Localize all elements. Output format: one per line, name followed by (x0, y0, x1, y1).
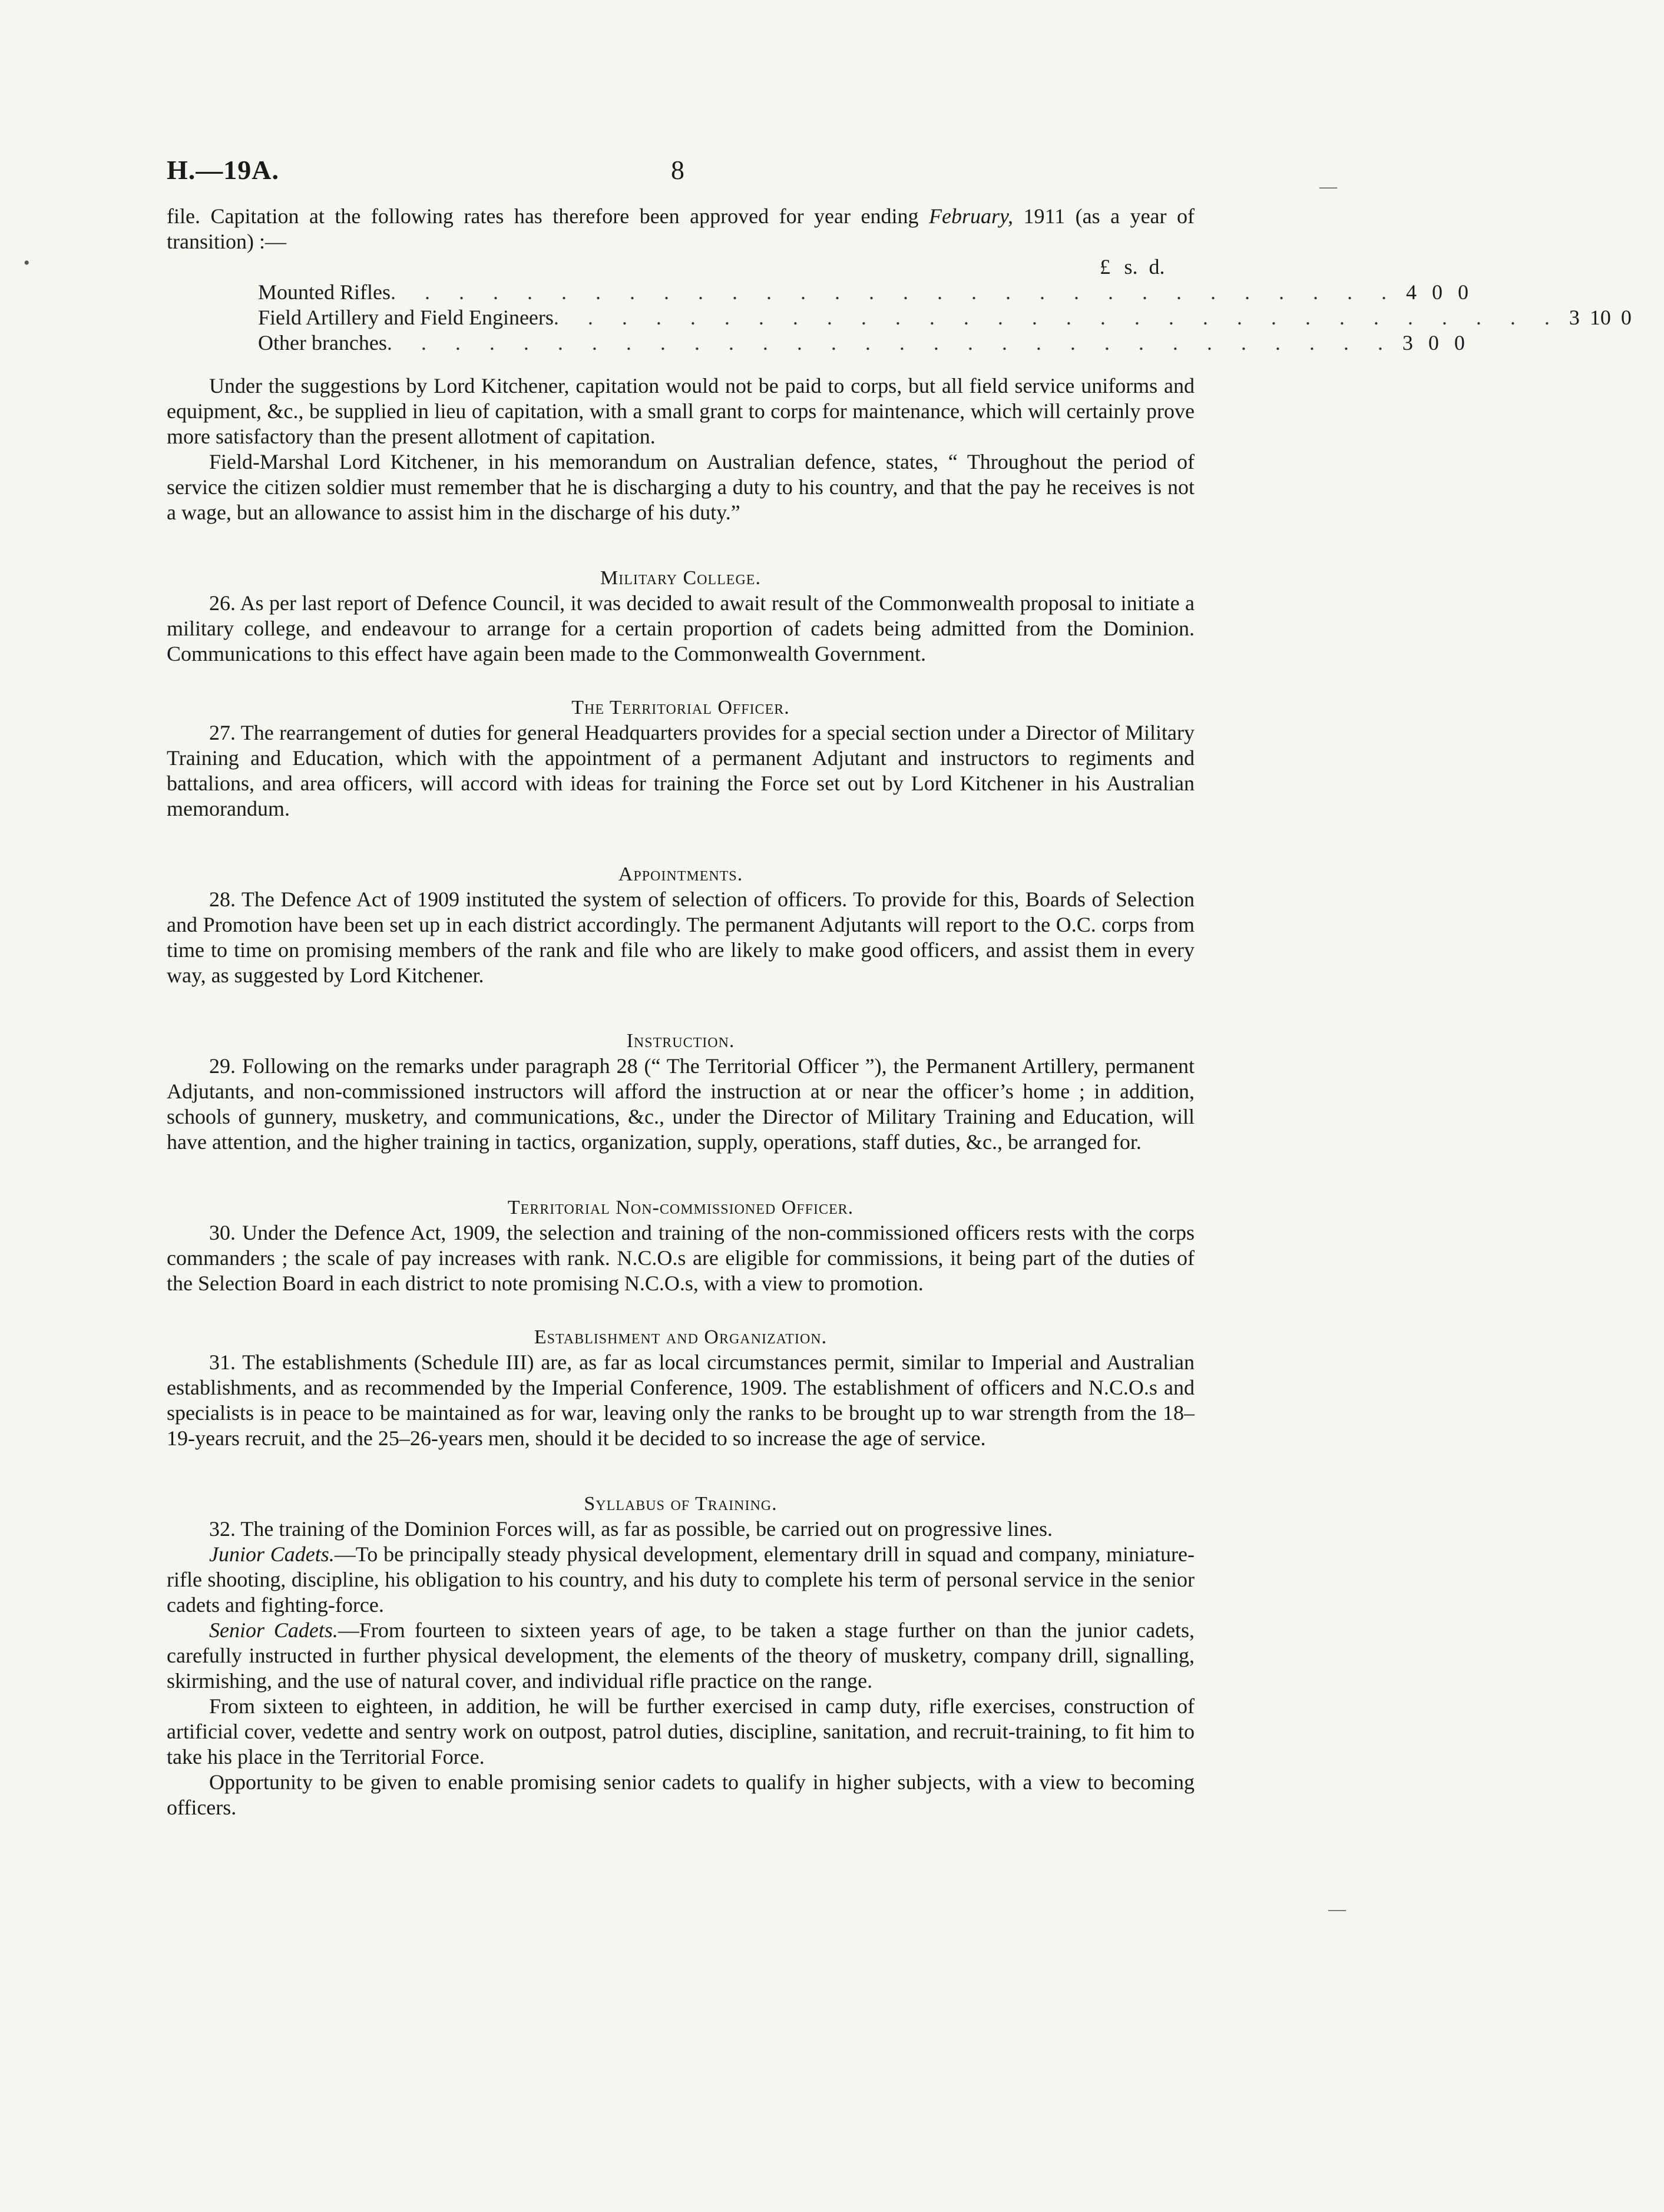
paragraph-28: 28. The Defence Act of 1909 instituted the system of selection of officers. To provide for this, Boards of Selection and Promotion have been set up in each district accordingly. The permanent Adjutants will report to the O.C. corps from time to time on promising members of the rank and file who are likely to make good officers, and assist them in every way, as suggested by Lord Kitchener. (167, 888, 1195, 987)
senior-cadets-label: Senior Cadets. (209, 1618, 338, 1642)
shillings-header: s. (1124, 255, 1138, 279)
rate-pence: 0 (1457, 280, 1468, 304)
page-number: 8 (671, 155, 684, 185)
rate-pounds: 4 (1405, 280, 1417, 304)
section-heading-military-college: Military College. (600, 567, 761, 589)
rate-label: Mounted Rifles (258, 280, 391, 304)
intro-month: February, (928, 204, 1013, 228)
rate-row (167, 330, 1465, 356)
rate-value (1395, 330, 1497, 356)
rate-pence: 0 (1454, 331, 1465, 355)
kitchener-quote-paragraph: Field-Marshal Lord Kitchener, in his memorandum on Australian defence, states, “ Throughout the period of service the citizen soldier must remember that he is discharging a duty to his country, and that the pay he receives is not a wage, but an allowance to assist him in the discharge of his duty.” (167, 450, 1195, 524)
capitation-rates-table (167, 254, 1632, 356)
paragraph-30: 30. Under the Defence Act, 1909, the selection and training of the non-commissioned officers rests with the corps commanders ; the scale of pay increases with rank. N.C.O.s are eligible for commissions, it being part of the duties of the Selection Board in each district to note promising N.C.O.s, with a view to promotion. (167, 1221, 1195, 1295)
junior-cadets-text: —To be principally steady physical development, elementary drill in squad and company, miniature-rifle shooting, discipline, his obligation to his country, and his duty to complete his term of personal service in the senior cadets and fighting-force. (167, 1542, 1195, 1617)
junior-cadets-label: Junior Cadets. (209, 1542, 335, 1566)
senior-cadets-text: —From fourteen to sixteen years of age, to be taken a stage further on than the junior cadets, carefully instructed in further physical development, the elements of the theory of musketry, company drill, signalling, skirmishing, and the use of natural cover, and individual rifle practice on the range. (167, 1618, 1195, 1693)
intro-tail: 1911 (as a year of transition) :— (167, 204, 1195, 253)
junior-cadets-paragraph (167, 1542, 1195, 1618)
rate-value (1398, 280, 1501, 305)
intro-paragraph (167, 204, 1195, 254)
pounds-header: £ (1100, 255, 1110, 279)
margin-mark: — (1328, 1899, 1346, 1919)
paragraph-27: 27. The rearrangement of duties for general Headquarters provides for a special section under a Director of Military Training and Education, which with the appointment of a permanent Adjutant and instructors to regiments and battalions, and area officers, will accord with ideas for training the Force set out by Lord Kitchener in his Australian memorandum. (167, 721, 1195, 820)
sixteen-to-eighteen-paragraph: From sixteen to eighteen, in addition, he will be further exercised in camp duty, rifle exercises, construction of artificial cover, vedette and sentry work on outpost, patrol duties, discipline, sanitation, and recruit-training, to fit him to take his place in the Territorial Force. (167, 1694, 1195, 1769)
paragraph-26: 26. As per last report of Defence Council, it was decided to await result of the Commonwealth proposal to initiate a military college, and endeavour to arrange for a certain proportion of cadets being admitted from the Dominion. Communications to this effect have again been made to the Commonwealth Government. (167, 591, 1195, 665)
rates-column-headers (167, 254, 1195, 280)
paragraph-32: 32. The training of the Dominion Forces will, as far as possible, be carried out on progressive lines. (209, 1517, 1053, 1541)
rate-pounds: 3 (1569, 306, 1580, 329)
leader-dots: . . . . . . . . . . . . . . . . . . . . . . . . . . . . . . (386, 331, 1395, 355)
section-heading-territorial-nco: Territorial Non-commissioned Officer. (507, 1197, 854, 1218)
rate-pounds: 3 (1402, 331, 1413, 355)
pence-header: d. (1149, 255, 1165, 279)
rate-shillings: 0 (1431, 280, 1443, 304)
rate-row (167, 280, 1468, 305)
section-heading-appointments: Appointments. (618, 863, 743, 885)
paragraph-29: 29. Following on the remarks under paragraph 28 (“ The Territorial Officer ”), the Permanent Artillery, permanent Adjutants, and non-commissioned instructors will afford the instruction at or near the officer’s home ; in addition, schools of gunnery, musketry, and communications, &c., under the Director of Military Training and Education, will have attention, and the higher training in tactics, organization, supply, operations, staff duties, &c., be arranged for. (167, 1054, 1195, 1154)
leader-dots: . . . . . . . . . . . . . . . . . . . . . . . . . . . . . . (390, 280, 1398, 304)
section-heading-syllabus: Syllabus of Training. (584, 1493, 778, 1515)
section-heading-territorial-officer: The Territorial Officer. (571, 697, 790, 718)
section-heading-instruction: Instruction. (626, 1030, 735, 1052)
page-header (167, 154, 1203, 190)
rate-row (167, 305, 1632, 330)
rate-pence: 0 (1620, 306, 1632, 329)
kitchener-suggestion-paragraph: Under the suggestions by Lord Kitchener, capitation would not be paid to corps, but all field service uniforms and equipment, &c., be supplied in lieu of capitation, with a small grant to corps for maintenance, which will certainly prove more satisfactory than the present allotment of capitation. (167, 374, 1195, 448)
paragraph-31: 31. The establishments (Schedule III) are, as far as local circumstances permit, similar to Imperial and Australian establishments, and as recommended by the Imperial Conference, 1909. The establishment of officers and N.C.O.s and specialists is in peace to be maintained as for war, leaving only the ranks to be brought up to war strength from the 18–19-years recruit, and the 25–26-years men, should it be decided to so increase the age of service. (167, 1350, 1195, 1450)
document-reference: H.—19A. (167, 155, 279, 185)
intro-lead: file. Capitation at the following rates has therefore been approved for year ending (167, 204, 929, 228)
leader-dots: . . . . . . . . . . . . . . . . . . . . . . . . . . . . . . (553, 306, 1562, 329)
section-heading-establishment: Establishment and Organization. (534, 1326, 828, 1348)
rate-shillings: 0 (1428, 331, 1439, 355)
rate-value (1562, 305, 1664, 330)
rate-label: Other branches (258, 331, 387, 355)
margin-dot: • (24, 253, 30, 273)
rate-label: Field Artillery and Field Engineers (258, 306, 554, 329)
senior-cadets-paragraph (167, 1618, 1195, 1694)
opportunity-paragraph: Opportunity to be given to enable promising senior cadets to qualify in higher subjects, with a view to becoming officers. (167, 1770, 1195, 1819)
page-body (167, 204, 1632, 1820)
margin-mark: — (1319, 177, 1337, 196)
rate-shillings: 10 (1589, 306, 1611, 329)
